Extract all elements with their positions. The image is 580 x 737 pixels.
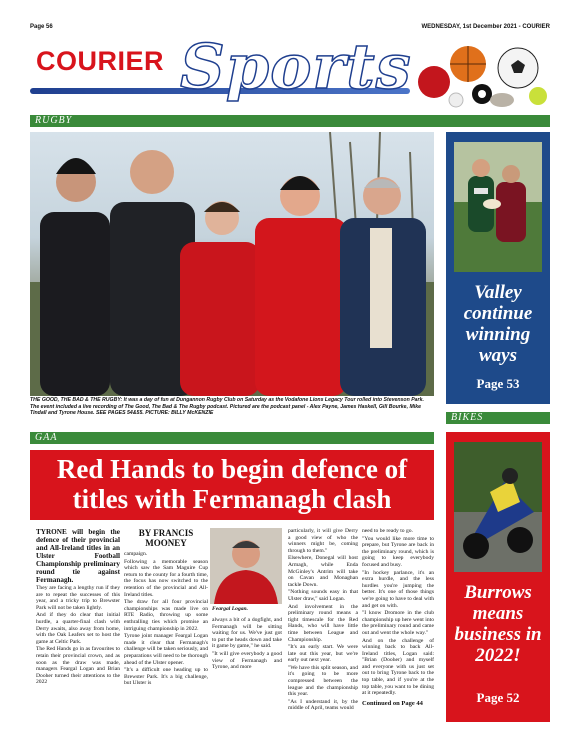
story-paragraph: Tyrone joint manager Feargal Logan made it clear that Fermanagh's challenge will be taken seriously, and preparations will need to be thorough ahead of the Ulster opener.	[124, 633, 208, 666]
motorbike-photo	[454, 442, 542, 572]
story-paragraph: campaign.	[124, 551, 148, 557]
main-photo-caption	[30, 397, 434, 423]
section-label-bikes: BIKES	[451, 412, 484, 423]
boxing-glove-icon	[418, 66, 450, 98]
story-paragraph: "In hockey parlance, it's an extra hurdle, and the less hurdles you're jumping the better. It's one of those things we're going to have to deal with and get on with.	[362, 569, 434, 609]
story-lead: TYRONE will begin the defence of their provincial and All-Ireland titles in an Ulster Football Championship preliminary round tie against Fermanagh.	[36, 528, 120, 584]
side-bikes-headline: Burrows means business in 2022!	[454, 582, 542, 666]
photo-credit: PICTURE: BILLY McKENZIE	[145, 410, 214, 416]
date-line: WEDNESDAY, 1st December 2021 - COURIER	[421, 24, 550, 30]
side-rugby-page: Page 53	[476, 376, 520, 391]
section-label-gaa: GAA	[35, 432, 58, 443]
section-label-rugby: RUGBY	[35, 115, 73, 126]
story-paragraph: need to be ready to go.	[362, 528, 413, 534]
side-panel-rugby[interactable]	[446, 132, 550, 404]
page-number: Page 56	[30, 24, 53, 30]
portrait-image	[210, 528, 282, 604]
story-paragraph: And if they do clear that initial hurdle, a quarter-final clash with Derry awaits, also away from home, with the Oak Leafers set to host the game at Celtic Park.	[36, 612, 120, 645]
story-column-2b	[212, 617, 282, 672]
story-paragraph: Elsewhere, Donegal will host Armagh, while Enda McGinley's Antrim will take on Cavan and Monaghan tackle Down.	[288, 555, 358, 588]
story-paragraph: The Red Hands go in as favourites to retain their provincial crown, and as soon as the draw was made, managers Feargal Logan and Brian Dooher turned their attentions to the 2022	[36, 646, 120, 686]
story-headline-box	[30, 450, 434, 520]
side-panel-bikes[interactable]	[446, 432, 550, 722]
story-paragraph: They are facing a lengthy run if they are to repeat the successes of this year, and a tricky trip to Brewster Park will not be taken lightly.	[36, 585, 120, 611]
section-bar-bikes	[446, 412, 550, 424]
story-paragraph: "As I understand it, by the middle of April, teams would	[288, 698, 358, 712]
story-byline: BY FRANCIS MOONEY	[138, 528, 194, 548]
tennis-ball-icon	[529, 87, 547, 105]
story-paragraph: "Nothing sounds easy in that Ulster draw," said Logan.	[288, 589, 358, 602]
story-paragraph: "It will give everybody a good view of Fermanagh and Tyrone, and more	[212, 650, 282, 671]
section-bar-gaa	[30, 432, 434, 444]
masthead-courier: COURIER	[36, 46, 165, 76]
feargal-logan-caption: Feargal Logan.	[212, 606, 249, 612]
story-paragraph: "We have this split season, and it's going to be more compressed between the league and the championship this year.	[288, 664, 358, 698]
story-column-3	[288, 528, 358, 713]
story-headline: Red Hands to begin defence of titles with Fermanagh clash	[56, 454, 408, 514]
story-paragraph: "I know Dromore in the club championship up here went into the preliminary round and came out and went the whole way."	[362, 610, 434, 636]
story-paragraph: Following a memorable season which saw the Sam Maguire Cup return to the county for a fourth time, the focus has now switched to the retention of the provincial and All-Ireland titles.	[124, 558, 208, 598]
story-column-2	[124, 528, 208, 688]
story-paragraph: And on the challenge of winning back to back All-Ireland titles, Logan said: "Brian (Dooher) and myself and everyone with us just set out to bring Tyrone back to the top table, and if you're at the top table, you want to be dining at it repeatedly.	[362, 637, 434, 697]
story-paragraph: "It's an early start. We were late out this year, but we're early out next year.	[288, 644, 358, 664]
story-paragraph: always a bit of a dogfight, and Fermanagh will be sitting waiting for us. We've just got to put the heads down and take it game by game," he said.	[212, 617, 282, 650]
side-bikes-page: Page 52	[476, 690, 520, 705]
page-header-line	[30, 24, 550, 36]
masthead-sports: Sports	[180, 36, 412, 103]
podcast-panel-photo	[30, 132, 434, 396]
continued-on-link[interactable]: Continued on Page 44	[362, 699, 423, 707]
story-paragraph: And involvement in the preliminary round means a tight timescale for the Red Hands, who will have little time between League and Championship.	[288, 603, 358, 643]
story-paragraph: particularly, it will give Derry a good view of who the winners might be, coming through to them."	[288, 528, 358, 554]
section-bar-rugby	[30, 115, 550, 127]
rugby-ball-icon	[490, 93, 514, 107]
sports-balls-graphic	[410, 36, 550, 110]
golf-ball-icon	[449, 93, 463, 107]
story-paragraph: "You would like more time to prepare, but Tyrone are back in the preliminary round, which is going to keep everybody focused and busy.	[362, 535, 434, 568]
main-photo	[30, 132, 434, 396]
story-paragraph: The draw for all four provincial championships was made live on RTE Radio, throwing up some enthralling ties which promise an intriguing championship in 2022.	[124, 599, 208, 632]
side-rugby-headline: Valley continue winning ways	[463, 282, 533, 366]
story-paragraph: "It's a difficult one heading up to Brewster Park. It's a big challenge, but Ulster is	[124, 667, 208, 687]
rugby-action-photo	[454, 142, 542, 272]
story-column-4	[362, 528, 434, 708]
masthead	[30, 36, 550, 110]
caption-text: THE GOOD, THE BAD & THE RUGBY: It was a day of fun at Dungannon Rugby Club on Saturday as the Vodafone Lions Legacy Tour rolled into Stevenson Park. The event included a live recording of The Good, The Bad & The Rugby podcast. Pictured are the podcast panel - Alex Payne, James Haskell, Gill Bourke, Mike Tindall and Tyrone House. SEE PAGES 54&55.	[30, 397, 424, 416]
feargal-logan-photo	[210, 528, 282, 604]
story-column-1	[36, 528, 120, 687]
